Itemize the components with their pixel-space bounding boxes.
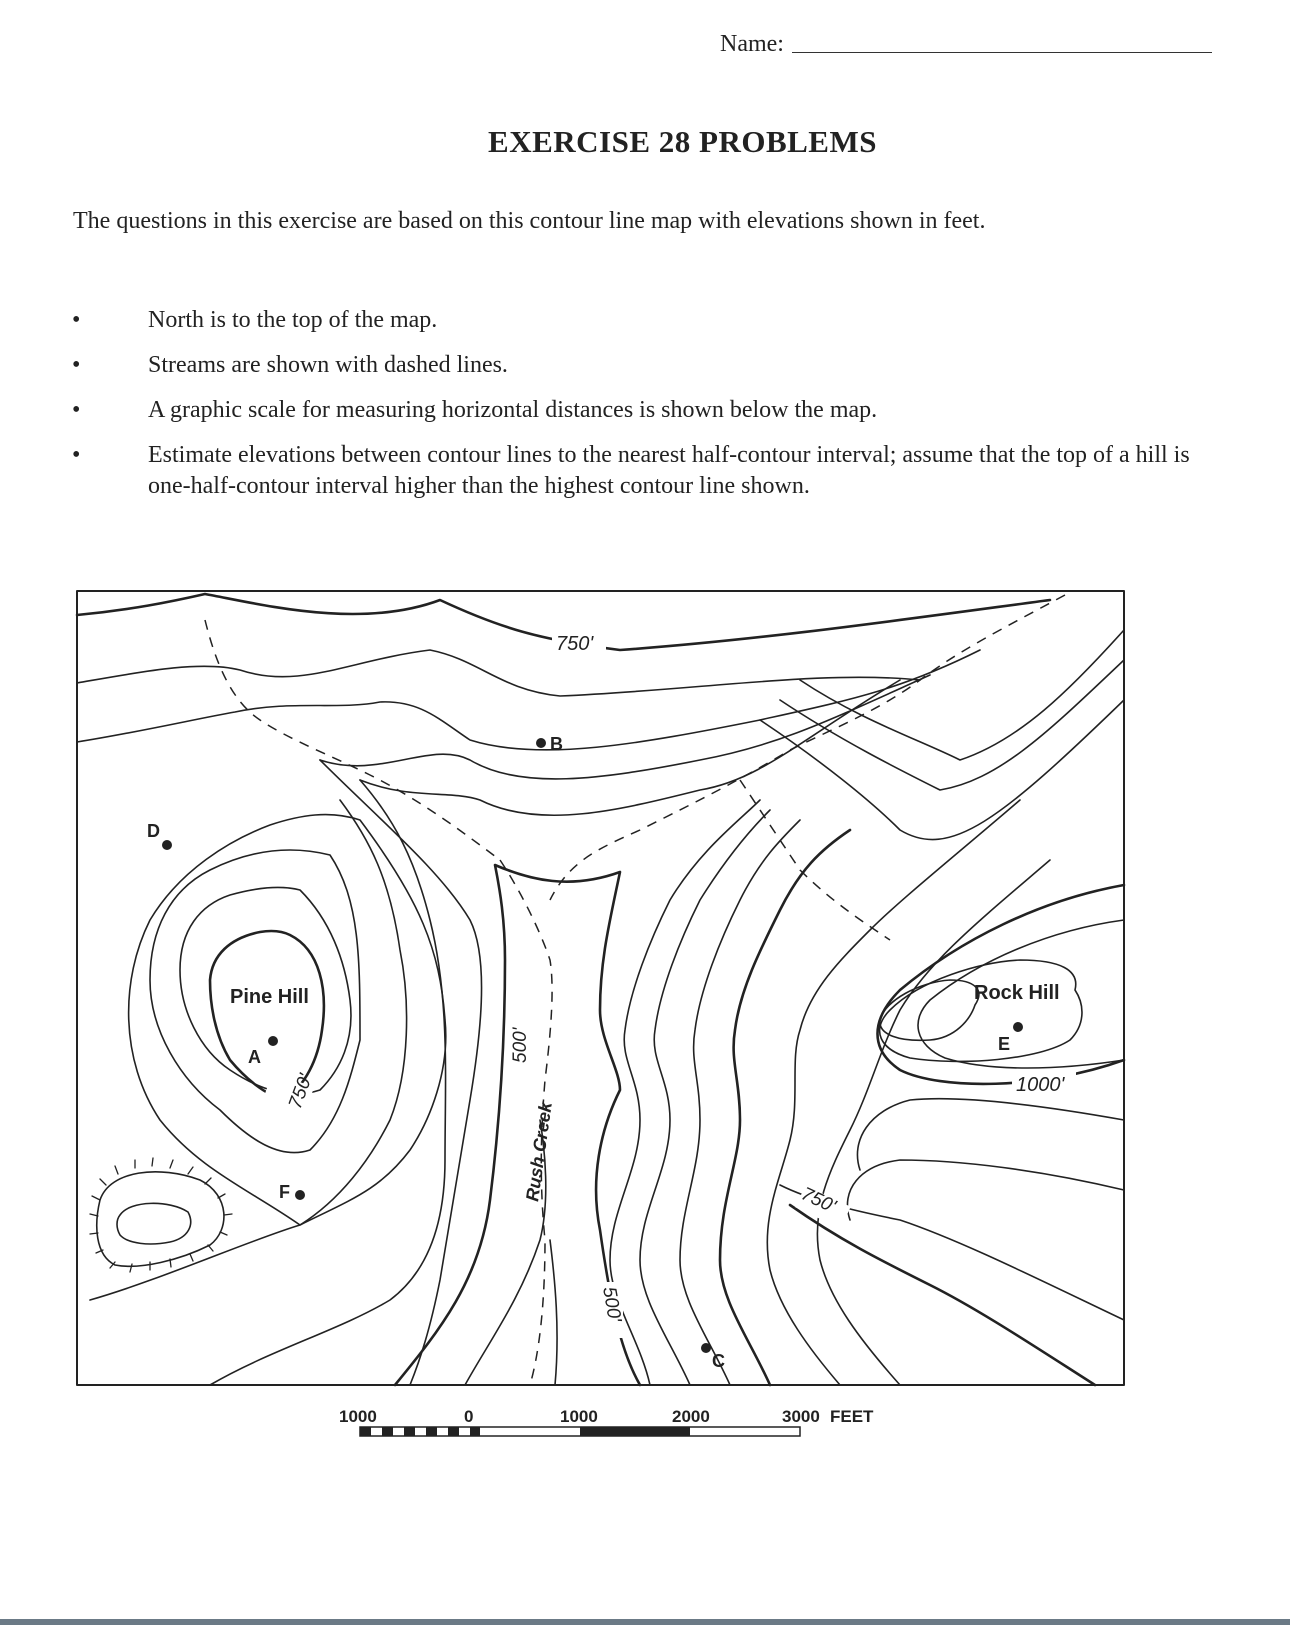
scale-unit-label: FEET (830, 1407, 874, 1426)
point-c-marker (701, 1343, 711, 1353)
bullet-icon: • (72, 442, 81, 468)
list-item: • Streams are shown with dashed lines. (60, 350, 1200, 381)
point-a-marker (268, 1036, 278, 1046)
contour-label-1000: 1000' (1016, 1074, 1065, 1096)
bullet-icon: • (72, 397, 81, 423)
contour-line (129, 815, 446, 1225)
contour-line (880, 960, 1082, 1061)
contour-line (77, 650, 920, 696)
contour-line (210, 931, 324, 1100)
stream-line (205, 620, 500, 860)
contour-line (880, 980, 979, 1040)
page-title: EXERCISE 28 PROBLEMS (488, 124, 877, 159)
contour-label-500-upper: 500' (510, 1027, 531, 1063)
point-d-label: D (147, 821, 160, 841)
contour-label-500-lower: 500' (598, 1285, 625, 1324)
contour-line (847, 1160, 1124, 1220)
contour-label-750-north: 750' (556, 633, 594, 655)
list-item: • Estimate elevations between contour lines to the nearest half-contour interval; assume that the top of a hill is one-half-contour interval higher than the highest contour line shown. (72, 442, 1190, 499)
contour-line (360, 680, 900, 815)
name-label: Name: (720, 31, 784, 57)
point-e-marker (1013, 1022, 1023, 1032)
point-d-marker (162, 840, 172, 850)
list-item: • A graphic scale for measuring horizontal distances is shown below the map. (60, 395, 1200, 426)
bottom-divider (0, 1619, 1290, 1625)
contour-line (320, 675, 930, 779)
scale-tick-label: 1000 (560, 1407, 598, 1426)
point-f-marker (295, 1190, 305, 1200)
contour-label-750-east: 750' (797, 1183, 839, 1218)
contour-line (77, 650, 980, 750)
point-a-label: A (248, 1047, 261, 1067)
contour-line (720, 830, 850, 1385)
point-f-label: F (279, 1182, 290, 1202)
point-e-label: E (998, 1034, 1011, 1054)
contour-line (800, 630, 1124, 760)
contour-line (817, 860, 1050, 1385)
graphic-scale (339, 1407, 874, 1436)
scale-tick-label: 3000 (782, 1407, 820, 1426)
contour-line (550, 1240, 557, 1385)
contour-line (790, 1205, 1095, 1385)
contour-line (767, 800, 1020, 1385)
contour-line (117, 1203, 191, 1244)
contour-label-750-pine: 750' (284, 1071, 317, 1112)
bullet-icon: • (72, 307, 81, 333)
intro-text: The questions in this exercise are based on this contour line map with elevations shown in feet. (73, 208, 986, 234)
pine-hill-label: Pine Hill (230, 986, 309, 1008)
rush-creek-label: Rush Creek (522, 1100, 556, 1203)
list-item: • North is to the top of the map. (60, 305, 1200, 336)
scale-tick-label: 0 (464, 1407, 474, 1426)
contour-line (97, 1172, 224, 1266)
point-c-label: C (712, 1351, 725, 1371)
contour-line (640, 810, 770, 1385)
rock-hill-label: Rock Hill (974, 982, 1060, 1004)
point-b-marker (536, 738, 546, 748)
point-b-label: B (550, 734, 563, 754)
contour-line (857, 1099, 1124, 1170)
bullet-icon: • (72, 352, 81, 378)
contour-line (760, 700, 1124, 840)
scale-tick-label: 2000 (672, 1407, 710, 1426)
scale-tick-label: 1000 (339, 1407, 377, 1426)
